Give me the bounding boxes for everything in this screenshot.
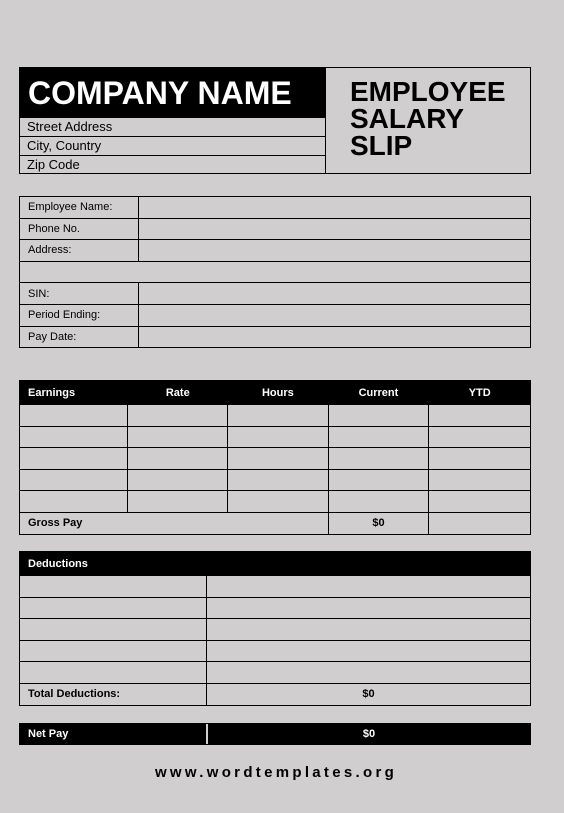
earnings-cell[interactable]	[20, 469, 128, 491]
rate-cell[interactable]	[128, 426, 228, 448]
table-row	[20, 426, 531, 448]
table-row	[20, 448, 531, 470]
table-row	[20, 597, 531, 619]
net-pay-value: $0	[362, 728, 376, 740]
ytd-cell[interactable]	[429, 491, 531, 513]
slip-title-line-3: SLIP	[350, 130, 413, 161]
pay-date-field[interactable]	[139, 326, 531, 348]
current-cell[interactable]	[328, 405, 429, 427]
hours-cell[interactable]	[228, 491, 328, 513]
earnings-table	[19, 380, 531, 535]
hours-header: Hours	[228, 381, 328, 405]
period-ending-field[interactable]	[139, 304, 531, 326]
deduction-amount-cell[interactable]	[207, 662, 531, 684]
earnings-cell[interactable]	[20, 426, 128, 448]
sin-row	[20, 283, 531, 305]
deduction-name-cell[interactable]	[20, 619, 207, 641]
hours-cell[interactable]	[228, 426, 328, 448]
phone-label: Phone No.	[20, 218, 139, 240]
total-deductions-label: Total Deductions:	[20, 683, 207, 705]
gross-pay-ytd[interactable]	[429, 512, 531, 534]
rate-cell[interactable]	[128, 405, 228, 427]
table-row	[20, 491, 531, 513]
total-deductions-value: $0	[207, 683, 531, 705]
sin-label: SIN:	[20, 283, 139, 305]
gross-pay-current: $0	[328, 512, 429, 534]
deduction-amount-cell[interactable]	[207, 576, 531, 598]
deduction-name-cell[interactable]	[20, 576, 207, 598]
deductions-header: Deductions	[20, 552, 531, 576]
slip-title-line-1: EMPLOYEE	[350, 76, 506, 107]
ytd-cell[interactable]	[429, 448, 531, 470]
company-name: COMPANY NAME	[19, 67, 326, 117]
sin-field[interactable]	[139, 283, 531, 305]
ytd-cell[interactable]	[429, 405, 531, 427]
gross-pay-label: Gross Pay	[20, 512, 329, 534]
rate-cell[interactable]	[128, 491, 228, 513]
street-address: Street Address	[19, 117, 326, 136]
deductions-table	[19, 551, 531, 706]
deduction-name-cell[interactable]	[20, 662, 207, 684]
table-row	[20, 469, 531, 491]
deduction-amount-cell[interactable]	[207, 640, 531, 662]
phone-row	[20, 218, 531, 240]
employee-name-field[interactable]	[139, 197, 531, 219]
pay-date-label: Pay Date:	[20, 326, 139, 348]
phone-field[interactable]	[139, 218, 531, 240]
period-ending-row	[20, 304, 531, 326]
current-cell[interactable]	[328, 469, 429, 491]
earnings-cell[interactable]	[20, 405, 128, 427]
deduction-name-cell[interactable]	[20, 597, 207, 619]
earnings-cell[interactable]	[20, 491, 128, 513]
current-cell[interactable]	[328, 426, 429, 448]
ytd-cell[interactable]	[429, 426, 531, 448]
address-continued-row	[20, 261, 531, 283]
hours-cell[interactable]	[228, 405, 328, 427]
employee-name-label: Employee Name:	[20, 197, 139, 219]
employee-name-row	[20, 197, 531, 219]
current-header: Current	[328, 381, 429, 405]
pay-date-row	[20, 326, 531, 348]
hours-cell[interactable]	[228, 448, 328, 470]
current-cell[interactable]	[328, 491, 429, 513]
deductions-header-row	[20, 552, 531, 576]
address-row	[20, 240, 531, 262]
city-country: City, Country	[19, 136, 326, 155]
slip-title-line-2: SALARY	[350, 103, 465, 134]
table-row	[20, 662, 531, 684]
deduction-amount-cell[interactable]	[207, 619, 531, 641]
total-deductions-row	[20, 683, 531, 705]
header-divider	[325, 67, 326, 174]
ytd-header: YTD	[429, 381, 531, 405]
earnings-header-row	[20, 381, 531, 405]
table-row	[20, 640, 531, 662]
rate-header: Rate	[128, 381, 228, 405]
current-cell[interactable]	[328, 448, 429, 470]
gross-pay-row	[20, 512, 531, 534]
ytd-cell[interactable]	[429, 469, 531, 491]
rate-cell[interactable]	[128, 469, 228, 491]
table-row	[20, 619, 531, 641]
slip-title	[350, 78, 506, 159]
deduction-amount-cell[interactable]	[207, 597, 531, 619]
address-continued-field[interactable]	[20, 261, 531, 283]
employee-info-table	[19, 196, 531, 348]
earnings-header: Earnings	[20, 381, 128, 405]
zip-code: Zip Code	[19, 155, 326, 174]
earnings-cell[interactable]	[20, 448, 128, 470]
hours-cell[interactable]	[228, 469, 328, 491]
footer-website: www.wordtemplates.org	[154, 764, 398, 781]
table-row	[20, 576, 531, 598]
address-label: Address:	[20, 240, 139, 262]
period-ending-label: Period Ending:	[20, 304, 139, 326]
rate-cell[interactable]	[128, 448, 228, 470]
address-field[interactable]	[139, 240, 531, 262]
table-row	[20, 405, 531, 427]
net-pay-label: Net Pay	[28, 728, 69, 740]
deduction-name-cell[interactable]	[20, 640, 207, 662]
